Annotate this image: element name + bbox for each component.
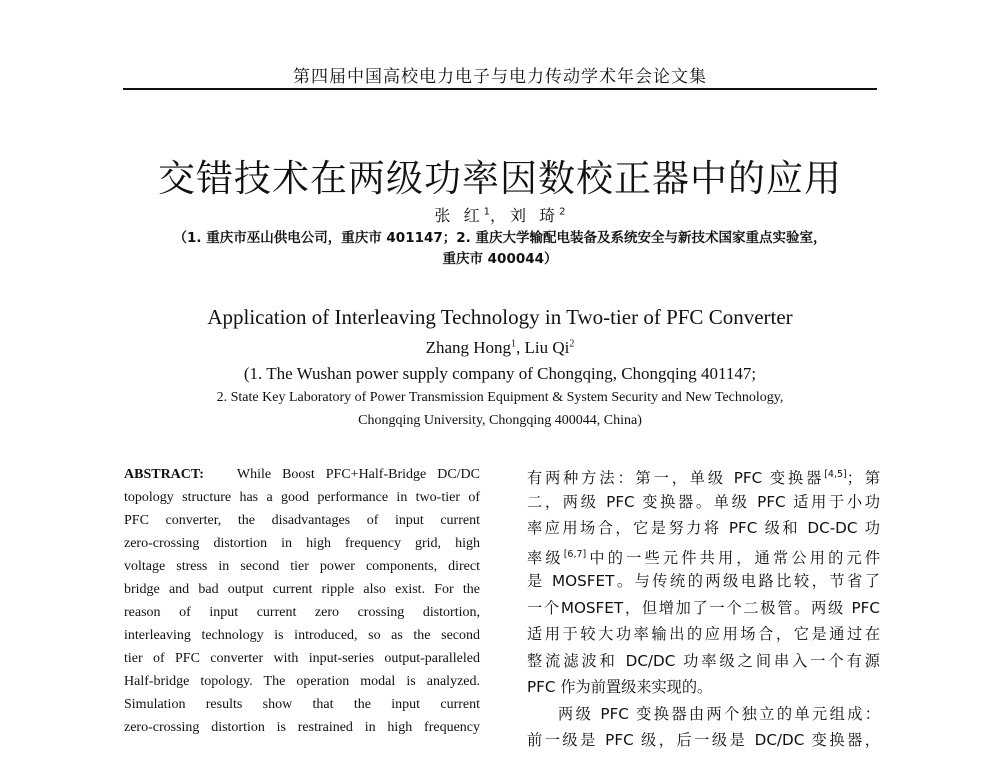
body-line: 适用于较大功率输出的应用场合，它是通过在: [527, 625, 880, 643]
abstract-label: ABSTRACT:: [124, 467, 204, 482]
abstract-line: [124, 463, 480, 486]
abstract-line: Half-bridge topology. The operation modal is analyzed.: [124, 674, 480, 689]
abstract-column: [124, 463, 480, 739]
abstract-line: PFC converter, the disadvantages of input current: [124, 513, 480, 528]
body-line: 整流滤波和 DC/DC 功率级之间串入一个有源: [527, 651, 880, 670]
abstract-line: interleaving technology is introduced, so as the second: [124, 628, 480, 643]
english-author-separator: ,: [516, 338, 525, 357]
body-line: 前一级是 PFC 级，后一级是 DC/DC 变换器，: [527, 731, 880, 749]
chinese-author-1: 张 红: [434, 206, 484, 225]
english-authors: [0, 338, 1000, 358]
abstract-line: bridge and bad output current ripple also exist. For the: [124, 582, 480, 597]
header-rule: [123, 88, 877, 90]
body-line-4-head: 率级: [527, 548, 564, 567]
body-line: 二，两级 PFC 变换器。单级 PFC 适用于小功: [527, 492, 880, 511]
body-line: 率应用场合，它是努力将 PFC 级和 DC-DC 功: [527, 519, 880, 537]
abstract-line: voltage stress in second tier power components, direct: [124, 559, 480, 574]
body-column: [527, 462, 880, 754]
citation-ref: [4,5]: [824, 469, 847, 480]
abstract-line: topology structure has a good performance in two-tier of: [124, 490, 480, 505]
body-line: 是 MOSFET。与传统的两级电路比较，节省了: [527, 572, 880, 590]
abstract-line: zero-crossing distortion is restrained in high frequency: [124, 720, 480, 735]
english-affiliation-line-2: 2. State Key Laboratory of Power Transmission Equipment & System Security and New Technology,: [216, 390, 784, 405]
abstract-line: reason of input current zero crossing distortion,: [124, 605, 480, 620]
body-line: PFC 作为前置级来实现的。: [527, 678, 713, 696]
english-author-1: Zhang Hong: [425, 338, 512, 357]
chinese-title: 交错技术在两级功率因数校正器中的应用: [158, 157, 842, 200]
citation-ref: [6,7]: [563, 548, 587, 560]
body-line: 一个MOSFET，但增加了一个二极管。两级 PFC: [527, 598, 880, 617]
english-author-1-mark: 1: [511, 338, 517, 350]
abstract-line-1-text: While Boost PFC+Half-Bridge DC/DC: [236, 467, 480, 482]
body-line-1-tail: ；第: [846, 469, 881, 488]
chinese-author-1-mark: 1: [483, 206, 490, 218]
abstract-line: Simulation results show that the input current: [124, 697, 480, 712]
english-title: Application of Interleaving Technology in Two-tier of PFC Converter: [207, 305, 793, 329]
english-affiliation-line-3: Chongqing University, Chongqing 400044, China): [358, 413, 642, 428]
chinese-author-separator: ，: [489, 206, 510, 225]
abstract-line: tier of PFC converter with input-series output-paralleled: [124, 651, 480, 666]
body-line: [527, 542, 880, 569]
chinese-affiliation-line-1: （1. 重庆市巫山供电公司，重庆市 401147；2. 重庆大学输配电装备及系统安全与新技术国家重点实验室，: [173, 230, 827, 246]
body-line: 两级 PFC 变换器由两个独立的单元组成：: [558, 704, 880, 723]
body-line-1-text: 有两种方法：第一，单级 PFC 变换器: [527, 469, 825, 488]
chinese-authors: [0, 203, 1000, 226]
english-affiliation-line-1: (1. The Wushan power supply company of Chongqing, Chongqing 401147;: [243, 364, 757, 383]
chinese-author-2-mark: 2: [559, 206, 566, 218]
body-line-4-tail: 中的一些元件共用，通常公用的元件: [586, 548, 880, 567]
running-header: 第四届中国高校电力电子与电力传动学术年会论文集: [293, 67, 707, 87]
english-author-2: Liu Qi: [524, 338, 570, 357]
english-author-2-mark: 2: [569, 338, 575, 350]
chinese-author-2: 刘 琦: [510, 206, 560, 225]
body-line: [527, 462, 880, 489]
abstract-line: zero-crossing distortion in high frequency grid, high: [124, 536, 480, 551]
chinese-affiliation-line-2: 重庆市 400044）: [442, 251, 558, 267]
